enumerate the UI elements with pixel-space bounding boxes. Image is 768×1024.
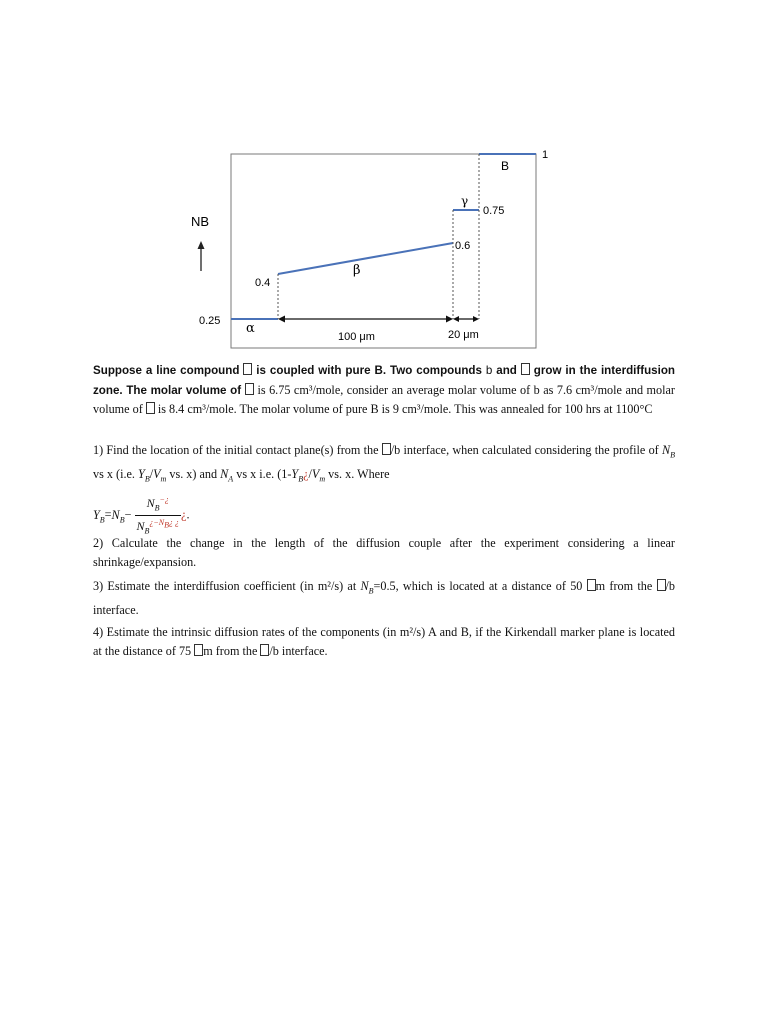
dim-gamma-label: 20 μm <box>448 329 479 341</box>
y-axis-label: NB <box>191 214 210 229</box>
beta-line <box>278 243 453 274</box>
dim-gamma-right-head <box>473 316 479 322</box>
question-1: 1) Find the location of the initial contact plane(s) from the /b interface, when calculated considering the profile of $N_B$ vs x (i.e. $Y_B/V_m$ vs. x) and $N_A$ vs x i.e. ($1-Y_B¿/V_m$ vs. x. Where $Y_B=N_B-$ $\frac{N_B^{-¿}}{N_B^{¿-N_B¿ ¿}}$ ¿. <box>93 441 675 539</box>
question-3: 3) Estimate the interdiffusion coefficient (in m²/s) at $N_B=0.5$, which is located at a distance of 50 m from the /b interface. <box>93 579 676 617</box>
dim-gamma-left-head <box>453 316 459 322</box>
level-1: 1 <box>542 149 549 161</box>
phase-alpha: α <box>246 321 255 336</box>
q2-text: 2) Calculate the change in the length of the diffusion couple after the experiment considering a linear shrinkage/expansion. <box>93 536 675 569</box>
level-06: 0.6 <box>455 240 471 252</box>
problem-intro: Suppose a line compound is coupled with pure B. Two compounds b and grow in the interdiffusion zone. The molar volume of is 6.75 cm³/mole, consider an average molar volume of b as 7.6 cm³/mole and molar volume of is 8.4 cm³/mole. The molar volume of pure B is 9 cm³/mole. This was annealed for 100 hrs at 1100°C <box>93 364 676 416</box>
dim-beta-right-head <box>446 316 453 323</box>
dim-beta-label: 100 μm <box>338 331 375 343</box>
phase-beta: β <box>353 263 361 278</box>
level-04: 0.4 <box>255 277 271 289</box>
question-4: 4) Estimate the intrinsic diffusion rates of the components (in m²/s) A and B, if the Kirkendall marker plane is located at the distance of 75 m from the /b interface. <box>93 625 675 658</box>
level-075: 0.75 <box>483 205 505 217</box>
composition-profile-figure <box>180 140 580 350</box>
phase-pure-b: B <box>501 159 510 173</box>
yb-fraction: $\frac{N_B^{-¿}}{N_B^{¿-N_B¿ ¿}}$ <box>136 494 180 536</box>
arrow-head <box>198 241 205 249</box>
level-025: 0.25 <box>199 315 221 327</box>
question-2 <box>93 534 675 571</box>
dim-beta-left-head <box>278 316 285 323</box>
phase-gamma: γ <box>461 194 469 208</box>
